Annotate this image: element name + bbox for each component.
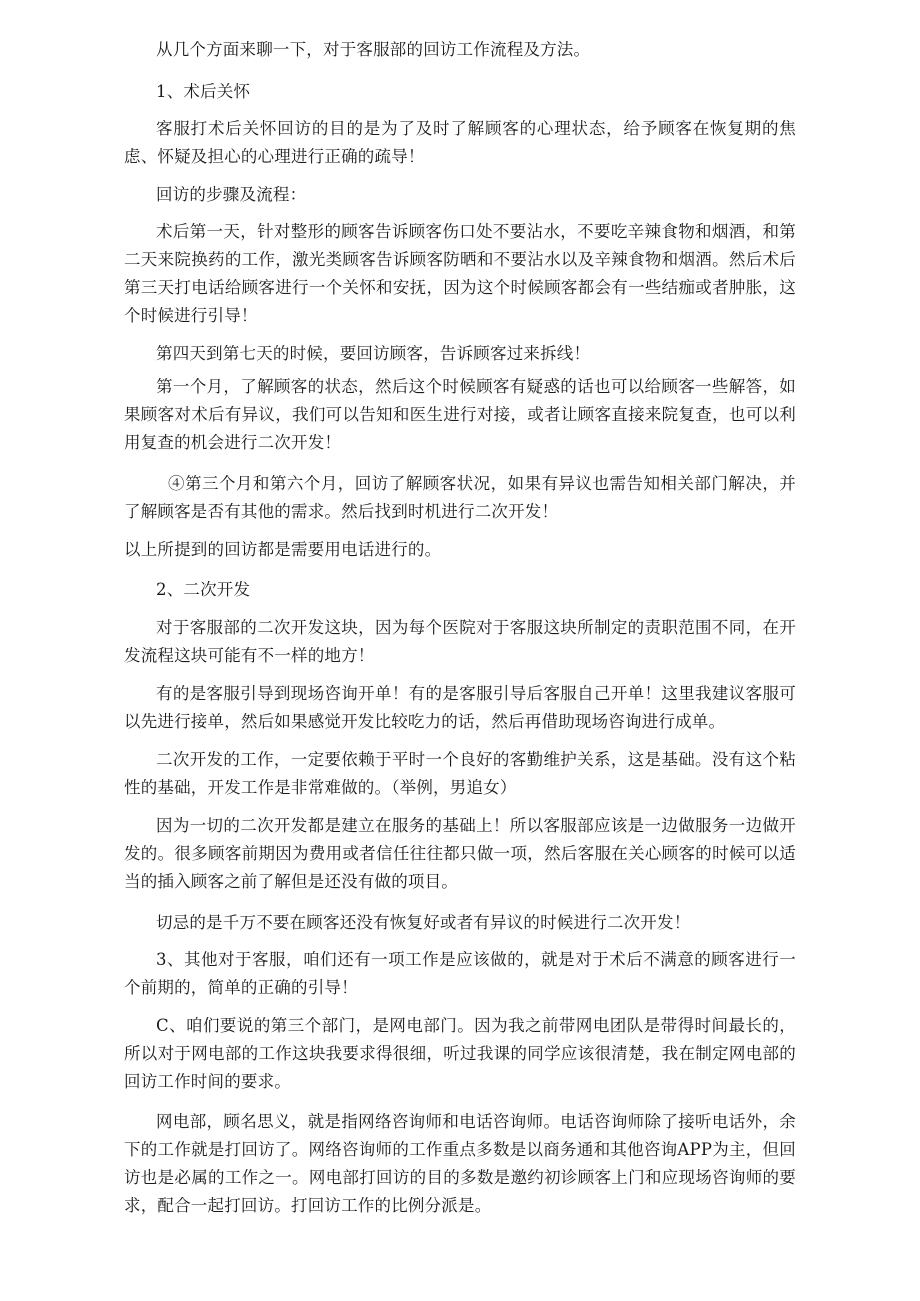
- paragraph-third-sixth-month: ④第三个月和第六个月，回访了解顾客状况，如果有异议也需告知相关部门解决，并了解顾客是否有其他的需求。然后找到时机进行二次开发！: [124, 474, 796, 521]
- paragraph-postop-purpose: 客服打术后关怀回访的目的是为了及时了解顾客的心理状态，给予顾客在恢复期的焦虑、怀疑及担心的心理进行正确的疏导！: [124, 119, 796, 166]
- paragraph-day-one: 术后第一天，针对整形的顾客告诉顾客伤口处不要沾水，不要吃辛辣食物和烟酒，和第二天来院换药的工作，激光类顾客告诉顾客防晒和不要沾水以及辛辣食物和烟酒。然后术后第三天打电话给顾客进行一个关怀和安抚，因为这个时候顾客都会有一些结痂或者肿胀，这个时候进行引导！: [124, 222, 796, 325]
- paragraph-steps-heading: 回访的步骤及流程：: [156, 185, 307, 204]
- paragraph-day-four-seven: 第四天到第七天的时候，要回访顾客，告诉顾客过来拆线！: [156, 344, 591, 363]
- paragraph-secondary-dev-scope: 对于客服部的二次开发这块，因为每个医院对于客服这块所制定的责职范围不同，在开发流程这块可能有不一样的地方！: [124, 618, 796, 665]
- paragraph-relationship-basis: 二次开发的工作，一定要依赖于平时一个良好的客勤维护关系，这是基础。没有这个粘性的基础，开发工作是非常难做的。（举例，男追女）: [124, 750, 796, 797]
- paragraph-network-dept-details: 网电部，顾名思义，就是指网络咨询师和电话咨询师。电话咨询师除了接听电话外，余下的工作就是打回访了。网络咨询师的工作重点多数是以商务通和其他咨询APP为主，但回访也是必属的工作之一。网电部打回访的目的多数是邀约初诊顾客上门和应现场咨询师的要求，配合一起打回访。打回访工作的比例分派是。: [124, 1112, 796, 1215]
- paragraph-service-basis: 因为一切的二次开发都是建立在服务的基础上！所以客服部应该是一边做服务一边做开发的。很多顾客前期因为费用或者信任往往都只做一项，然后客服在关心顾客的时候可以适当的插入顾客之前了解但是还没有做的项目。: [124, 816, 796, 891]
- section-heading-postop-care: 1、术后关怀: [156, 82, 251, 101]
- paragraph-network-dept-intro: C、咱们要说的第三个部门，是网电部门。因为我之前带网电团队是带得时间最长的，所以对于网电部的工作这块我要求得很细，听过我课的同学应该很清楚，我在制定网电部的回访工作时间的要求。: [124, 1016, 796, 1091]
- paragraph-first-month: 第一个月，了解顾客的状态，然后这个时候顾客有疑惑的话也可以给顾客一些解答，如果顾客对术后有异议，我们可以告知和医生进行对接，或者让顾客直接来院复查，也可以利用复查的机会进行二次开发！: [124, 377, 796, 452]
- paragraph-other-duties: 3、其他对于客服，咱们还有一项工作是应该做的，就是对于术后不满意的顾客进行一个前期的，简单的正确的引导！: [124, 950, 796, 997]
- section-heading-secondary-dev: 2、二次开发: [156, 580, 251, 599]
- paragraph-intro: 从几个方面来聊一下，对于客服部的回访工作流程及方法。: [156, 40, 591, 59]
- paragraph-phone-note: 以上所提到的回访都是需要用电话进行的。: [124, 540, 442, 559]
- paragraph-caution: 切忌的是千万不要在顾客还没有恢复好或者有异议的时候进行二次开发！: [156, 913, 691, 932]
- paragraph-billing-advice: 有的是客服引导到现场咨询开单！有的是客服引导后客服自己开单！这里我建议客服可以先进行接单，然后如果感觉开发比较吃力的话，然后再借助现场咨询进行成单。: [124, 684, 796, 731]
